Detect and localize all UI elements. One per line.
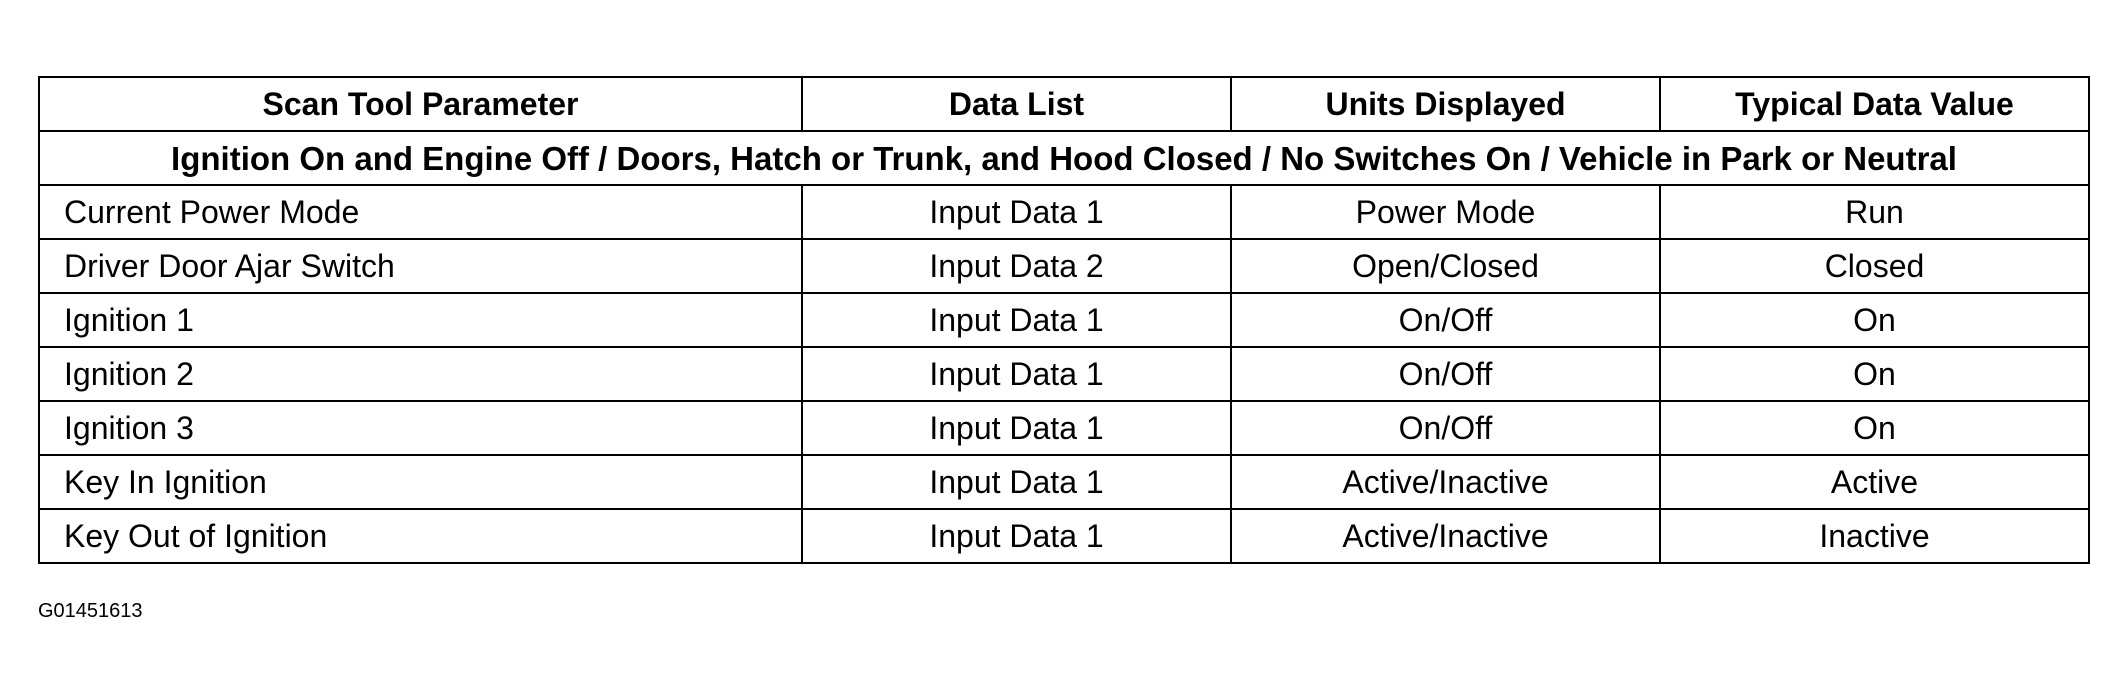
cell-data-list: Input Data 1 <box>802 455 1231 509</box>
cell-parameter: Current Power Mode <box>39 185 802 239</box>
cell-units: On/Off <box>1231 293 1660 347</box>
cell-parameter: Ignition 1 <box>39 293 802 347</box>
figure-id: G01451613 <box>38 600 143 622</box>
cell-units: On/Off <box>1231 347 1660 401</box>
cell-data-list: Input Data 2 <box>802 239 1231 293</box>
table-row <box>39 509 2089 563</box>
cell-typical-value: Closed <box>1660 239 2089 293</box>
cell-typical-value: On <box>1660 401 2089 455</box>
header-typical-data-value: Typical Data Value <box>1660 77 2089 131</box>
cell-parameter: Key In Ignition <box>39 455 802 509</box>
cell-units: Active/Inactive <box>1231 509 1660 563</box>
cell-data-list: Input Data 1 <box>802 509 1231 563</box>
scan-tool-data-table <box>38 76 2090 564</box>
condition-row <box>39 131 2089 185</box>
table-row <box>39 239 2089 293</box>
cell-parameter: Ignition 2 <box>39 347 802 401</box>
table-row <box>39 347 2089 401</box>
cell-typical-value: Active <box>1660 455 2089 509</box>
header-data-list: Data List <box>802 77 1231 131</box>
table-header-row <box>39 77 2089 131</box>
table-row <box>39 185 2089 239</box>
cell-units: Active/Inactive <box>1231 455 1660 509</box>
cell-typical-value: Inactive <box>1660 509 2089 563</box>
header-units-displayed: Units Displayed <box>1231 77 1660 131</box>
cell-data-list: Input Data 1 <box>802 401 1231 455</box>
cell-parameter: Key Out of Ignition <box>39 509 802 563</box>
cell-units: Power Mode <box>1231 185 1660 239</box>
table-row <box>39 455 2089 509</box>
cell-typical-value: On <box>1660 293 2089 347</box>
condition-text: Ignition On and Engine Off / Doors, Hatch or Trunk, and Hood Closed / No Switches On / Vehicle in Park or Neutral <box>39 131 2089 185</box>
cell-data-list: Input Data 1 <box>802 293 1231 347</box>
cell-data-list: Input Data 1 <box>802 185 1231 239</box>
table-row <box>39 401 2089 455</box>
cell-units: Open/Closed <box>1231 239 1660 293</box>
cell-typical-value: On <box>1660 347 2089 401</box>
cell-data-list: Input Data 1 <box>802 347 1231 401</box>
table-row <box>39 293 2089 347</box>
cell-parameter: Ignition 3 <box>39 401 802 455</box>
cell-parameter: Driver Door Ajar Switch <box>39 239 802 293</box>
cell-units: On/Off <box>1231 401 1660 455</box>
cell-typical-value: Run <box>1660 185 2089 239</box>
header-scan-tool-parameter: Scan Tool Parameter <box>39 77 802 131</box>
